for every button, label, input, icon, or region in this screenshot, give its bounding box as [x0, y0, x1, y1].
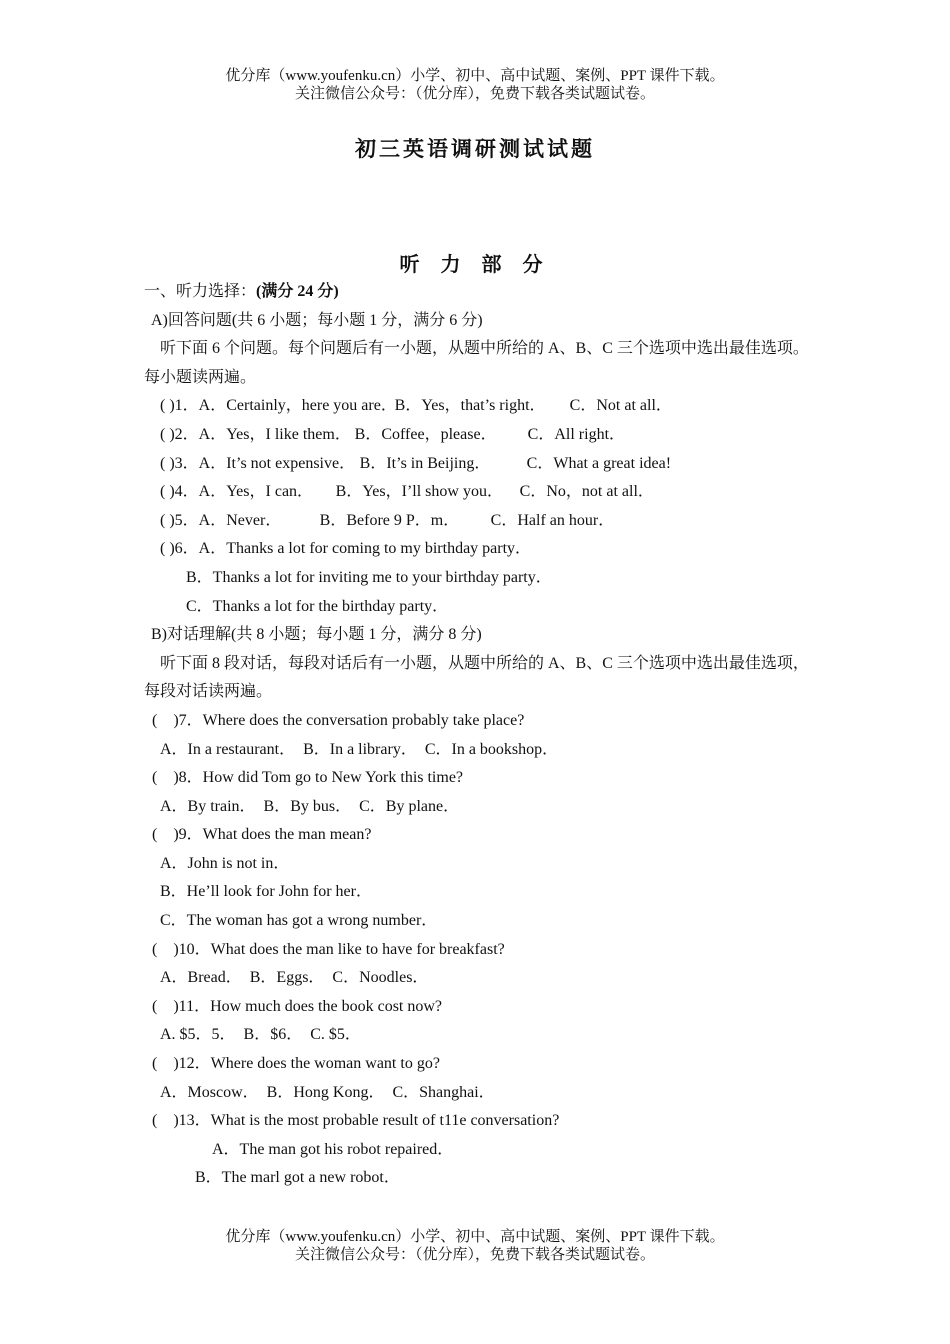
question-13-option-a: A．The man got his robot repaired．	[212, 1140, 454, 1158]
question-3-option-a: A．It’s not expensive．	[198, 454, 356, 472]
part-b-heading: B)对话理解(共 8 小题；每小题 1 分，满分 8 分)	[151, 626, 482, 644]
question-4-option-b: B．Yes，I’ll show you．	[335, 483, 503, 501]
question-5-option-a: A．Never．	[198, 511, 282, 529]
question-2-option-a: A．Yes，I like them．	[198, 425, 351, 443]
question-6-option-b: B．Thanks a lot for inviting me to your birthday party．	[186, 568, 552, 586]
question-5-option-b: B．Before 9 P．m．	[319, 511, 460, 529]
question-2-option-c: C．All right．	[527, 425, 626, 443]
header-line-1: 优分库（www.youfenku.cn）小学、初中、高中试题、案例、PPT 课件下载。	[225, 68, 725, 84]
question-4-number: ( )4．	[160, 483, 199, 501]
section-title: 听 力 部 分	[399, 254, 551, 276]
question-10-stem: ( )10．What does the man like to have for breakfast?	[152, 940, 505, 958]
question-11-options: A. $5．5． B．$6． C. $5．	[160, 1026, 361, 1044]
question-6-option-c: C．Thanks a lot for the birthday party．	[186, 597, 449, 615]
question-7-stem: ( )7．Where does the conversation probably take place?	[152, 711, 525, 729]
question-9-option-c: C．The woman has got a wrong number．	[160, 912, 438, 930]
part-a-heading: A)回答问题(共 6 小题；每小题 1 分，满分 6 分)	[151, 311, 483, 329]
question-3-option-b: B．It’s in Beijing．	[359, 454, 491, 472]
question-1-option-a: A．Certainly，here you are．	[198, 397, 397, 415]
page-title: 初三英语调研测试试题	[355, 137, 595, 161]
question-4-option-a: A．Yes，I can．	[198, 483, 314, 501]
question-6-option-a: A．Thanks a lot for coming to my birthday party．	[198, 540, 532, 558]
question-10-options: A．Bread． B．Eggs． C．Noodles．	[160, 969, 429, 987]
question-4-option-c: C．No，not at all．	[519, 483, 654, 501]
question-1	[144, 392, 809, 421]
question-4	[144, 478, 809, 507]
question-11-stem: ( )11．How much does the book cost now?	[152, 997, 443, 1015]
question-1-option-b: B．Yes，that’s right．	[394, 397, 546, 415]
question-13-option-b: B．The marl got a new robot．	[195, 1169, 400, 1187]
question-9-option-a: A．John is not in．	[160, 854, 290, 872]
question-2-option-b: B．Coffee，please．	[354, 425, 497, 443]
part1-heading	[144, 278, 809, 307]
question-8-options: A．By train． B．By bus． C．By plane．	[160, 797, 460, 815]
question-2	[144, 421, 809, 450]
footer-line-1: 优分库（www.youfenku.cn）小学、初中、高中试题、案例、PPT 课件下载。	[225, 1229, 725, 1245]
question-9-stem: ( )9．What does the man mean?	[152, 826, 372, 844]
question-8-stem: ( )8．How did Tom go to New York this time?	[152, 769, 464, 787]
part-a-instruction: 听下面 6 个问题。每个问题后有一小题，从题中所给的 A、B、C 三个选项中选出最佳选项。每小题读两遍。	[144, 340, 809, 386]
question-5-option-c: C．Half an hour．	[490, 511, 615, 529]
question-3-number: ( )3．	[160, 454, 199, 472]
part1-heading-prefix: 一、听力选择：	[144, 283, 257, 300]
footer-line-2: 关注微信公众号：（优分库），免费下载各类试题试卷。	[294, 1247, 655, 1263]
question-3-option-c: C．What a great idea!	[526, 454, 672, 472]
question-2-number: ( )2．	[160, 425, 199, 443]
question-6	[144, 535, 809, 564]
question-12-stem: ( )12．Where does the woman want to go?	[152, 1055, 440, 1073]
question-1-option-c: C．Not at all．	[569, 397, 672, 415]
question-13-stem: ( )13．What is the most probable result of t11e conversation?	[152, 1112, 560, 1130]
question-3	[144, 450, 809, 479]
question-9-option-b: B．He’ll look for John for her．	[160, 883, 372, 901]
page-header	[0, 67, 950, 103]
question-5-number: ( )5．	[160, 511, 199, 529]
part-b-instruction: 听下面 8 段对话，每段对话后有一小题，从题中所给的 A、B、C 三个选项中选出最佳选项，每段对话读两遍。	[144, 654, 809, 701]
exam-content	[144, 278, 809, 1193]
header-line-2: 关注微信公众号：（优分库），免费下载各类试题试卷。	[294, 86, 655, 102]
part1-heading-score: (满分 24 分)	[256, 283, 339, 300]
question-12-options: A．Moscow． B．Hong Kong． C．Shanghai．	[160, 1083, 495, 1101]
question-1-number: ( )1．	[160, 397, 199, 415]
question-6-number: ( )6．	[160, 540, 199, 558]
page-footer	[0, 1228, 950, 1264]
question-7-options: A．In a restaurant． B．In a library． C．In a bookshop．	[160, 740, 559, 758]
question-5	[144, 507, 809, 536]
